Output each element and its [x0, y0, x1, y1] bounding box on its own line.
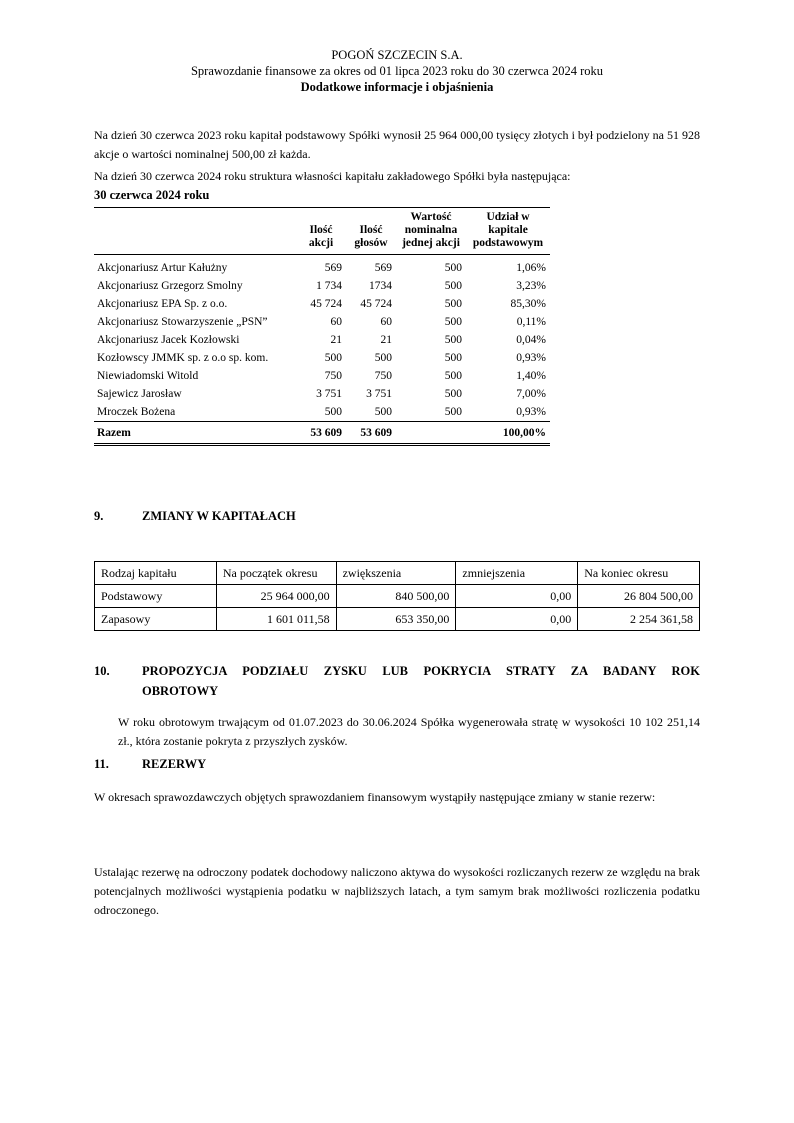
votes-count: 750 [374, 370, 392, 382]
increases: 840 500,00 [336, 585, 456, 608]
shareholder-name: Akcjonariusz Stowarzyszenie „PSN” [97, 316, 268, 328]
section-10-heading [94, 661, 700, 701]
section-9-heading [94, 509, 296, 524]
page-header [0, 47, 794, 95]
capital-header-cell: Na początek okresu [216, 562, 336, 585]
votes-count: 569 [374, 262, 392, 274]
capital-share: 3,23% [516, 280, 546, 292]
section-11-paragraph-1: W okresach sprawozdawczych objętych sprawozdaniem finansowym wystąpiły następujące zmiany w stanie rezerw: [94, 790, 656, 804]
nominal-value: 500 [444, 370, 462, 382]
report-title: Sprawozdanie finansowe za okres od 01 lipca 2023 roku do 30 czerwca 2024 roku [190, 64, 604, 78]
ownership-header-cell: Udział w kapitale podstawowym [472, 211, 544, 249]
capital-share: 0,04% [516, 334, 546, 346]
table-row [94, 403, 550, 422]
votes-count: 60 [380, 316, 392, 328]
table-row [95, 585, 700, 608]
total-nominal [396, 422, 466, 445]
decreases: 0,00 [456, 608, 578, 631]
shares-count: 569 [324, 262, 342, 274]
shareholder-name: Mroczek Bożena [97, 406, 176, 418]
capital-share: 0,11% [516, 316, 546, 328]
total-row [94, 422, 550, 445]
capital-share: 0,93% [516, 406, 546, 418]
nominal-value: 500 [444, 316, 462, 328]
table-row [94, 349, 550, 367]
table-row [94, 313, 550, 331]
section-10-text: W roku obrotowym trwającym od 01.07.2023 do 30.06.2024 Spółka wygenerowała stratę w wysokości 10 102 251,14 zł., która zostanie pokryta z przyszłych zysków. [118, 715, 700, 748]
shares-count: 750 [324, 370, 342, 382]
capital-type: Podstawowy [95, 585, 217, 608]
shareholder-name: Akcjonariusz EPA Sp. z o.o. [97, 298, 228, 310]
section-title-line-2: OBROTOWY [142, 684, 219, 698]
table-row [94, 277, 550, 295]
capital-share: 0,93% [516, 352, 546, 364]
shareholder-name: Niewiadomski Witold [97, 370, 199, 382]
section-number: 10. [94, 664, 110, 678]
shareholder-name: Akcjonariusz Jacek Kozłowski [97, 334, 240, 346]
ownership-table-title: 30 czerwca 2024 roku [94, 188, 210, 202]
capital-type: Zapasowy [95, 608, 217, 631]
closing-balance: 26 804 500,00 [578, 585, 700, 608]
shares-count: 500 [324, 406, 342, 418]
section-title: REZERWY [142, 757, 207, 771]
table-row [94, 259, 550, 277]
capital-header-cell: Rodzaj kapitału [95, 562, 217, 585]
capital-share: 7,00% [516, 388, 546, 400]
total-shares: 53 609 [296, 422, 346, 445]
section-11-paragraph-2: Ustalając rezerwę na odroczony podatek dochodowy naliczono aktywa do wysokości rozliczanych rezerw ze względu na brak potencjalnych możliwości wystąpienia podatku w najbliższych latach, a tym samym brak możliwości rozliczenia podatku odroczonego. [94, 865, 700, 917]
intro-paragraph-1: Na dzień 30 czerwca 2023 roku kapitał podstawowy Spółki wynosił 25 964 000,00 tysięcy złotych i był podzielony na 51 928 akcje o wartości nominalnej 500,00 zł każda. [94, 128, 700, 161]
capital-share: 85,30% [510, 298, 546, 310]
shareholder-name: Sajewicz Jarosław [97, 388, 182, 400]
opening-balance: 1 601 011,58 [216, 608, 336, 631]
total-votes: 53 609 [346, 422, 396, 445]
shareholder-name: Akcjonariusz Grzegorz Smolny [97, 280, 243, 292]
ownership-header-cell: Ilość akcji [308, 224, 334, 249]
capital-header-cell: zmniejszenia [456, 562, 578, 585]
shareholder-name: Akcjonariusz Artur Kałużny [97, 262, 228, 274]
section-number: 11. [94, 757, 109, 771]
opening-balance: 25 964 000,00 [216, 585, 336, 608]
nominal-value: 500 [444, 334, 462, 346]
total-share: 100,00% [466, 422, 550, 445]
nominal-value: 500 [444, 298, 462, 310]
closing-balance: 2 254 361,58 [578, 608, 700, 631]
shares-count: 1 734 [316, 280, 342, 292]
ownership-header-cell: Wartość nominalna jednej akcji [402, 211, 460, 249]
votes-count: 3 751 [366, 388, 392, 400]
table-row [94, 331, 550, 349]
ownership-table [94, 207, 550, 446]
votes-count: 500 [374, 352, 392, 364]
table-row [94, 295, 550, 313]
votes-count: 500 [374, 406, 392, 418]
table-row [94, 367, 550, 385]
nominal-value: 500 [444, 406, 462, 418]
capital-header-row [95, 562, 700, 585]
nominal-value: 500 [444, 262, 462, 274]
shareholder-name: Kozłowscy JMMK sp. z o.o sp. kom. [97, 352, 269, 364]
table-row [95, 608, 700, 631]
nominal-value: 500 [444, 388, 462, 400]
capital-share: 1,06% [516, 262, 546, 274]
section-number: 9. [94, 509, 104, 523]
votes-count: 45 724 [360, 298, 392, 310]
capital-changes-table [94, 561, 700, 631]
total-label: Razem [94, 422, 296, 445]
section-title: Dodatkowe informacje i objaśnienia [300, 80, 494, 94]
capital-header-cell: Na koniec okresu [578, 562, 700, 585]
table-row [94, 385, 550, 403]
nominal-value: 500 [444, 352, 462, 364]
shares-count: 500 [324, 352, 342, 364]
ownership-header-cell [94, 208, 296, 255]
shares-count: 3 751 [316, 388, 342, 400]
intro-paragraph-2: Na dzień 30 czerwca 2024 roku struktura własności kapitału zakładowego Spółki była następująca: [94, 169, 571, 183]
section-title-line-1: PROPOZYCJA PODZIAŁU ZYSKU LUB POKRYCIA STRATY ZA BADANY ROK [142, 664, 700, 678]
increases: 653 350,00 [336, 608, 456, 631]
section-title: ZMIANY W KAPITAŁACH [142, 509, 296, 523]
ownership-header-row [94, 208, 550, 255]
company-name: POGOŃ SZCZECIN S.A. [331, 48, 463, 62]
nominal-value: 500 [444, 280, 462, 292]
shares-count: 45 724 [310, 298, 342, 310]
shares-count: 21 [330, 334, 342, 346]
votes-count: 1734 [369, 280, 392, 292]
votes-count: 21 [380, 334, 392, 346]
ownership-header-cell: Ilość głosów [354, 224, 388, 249]
shares-count: 60 [330, 316, 342, 328]
capital-header-cell: zwiększenia [336, 562, 456, 585]
capital-share: 1,40% [516, 370, 546, 382]
section-11-heading [94, 757, 206, 772]
decreases: 0,00 [456, 585, 578, 608]
